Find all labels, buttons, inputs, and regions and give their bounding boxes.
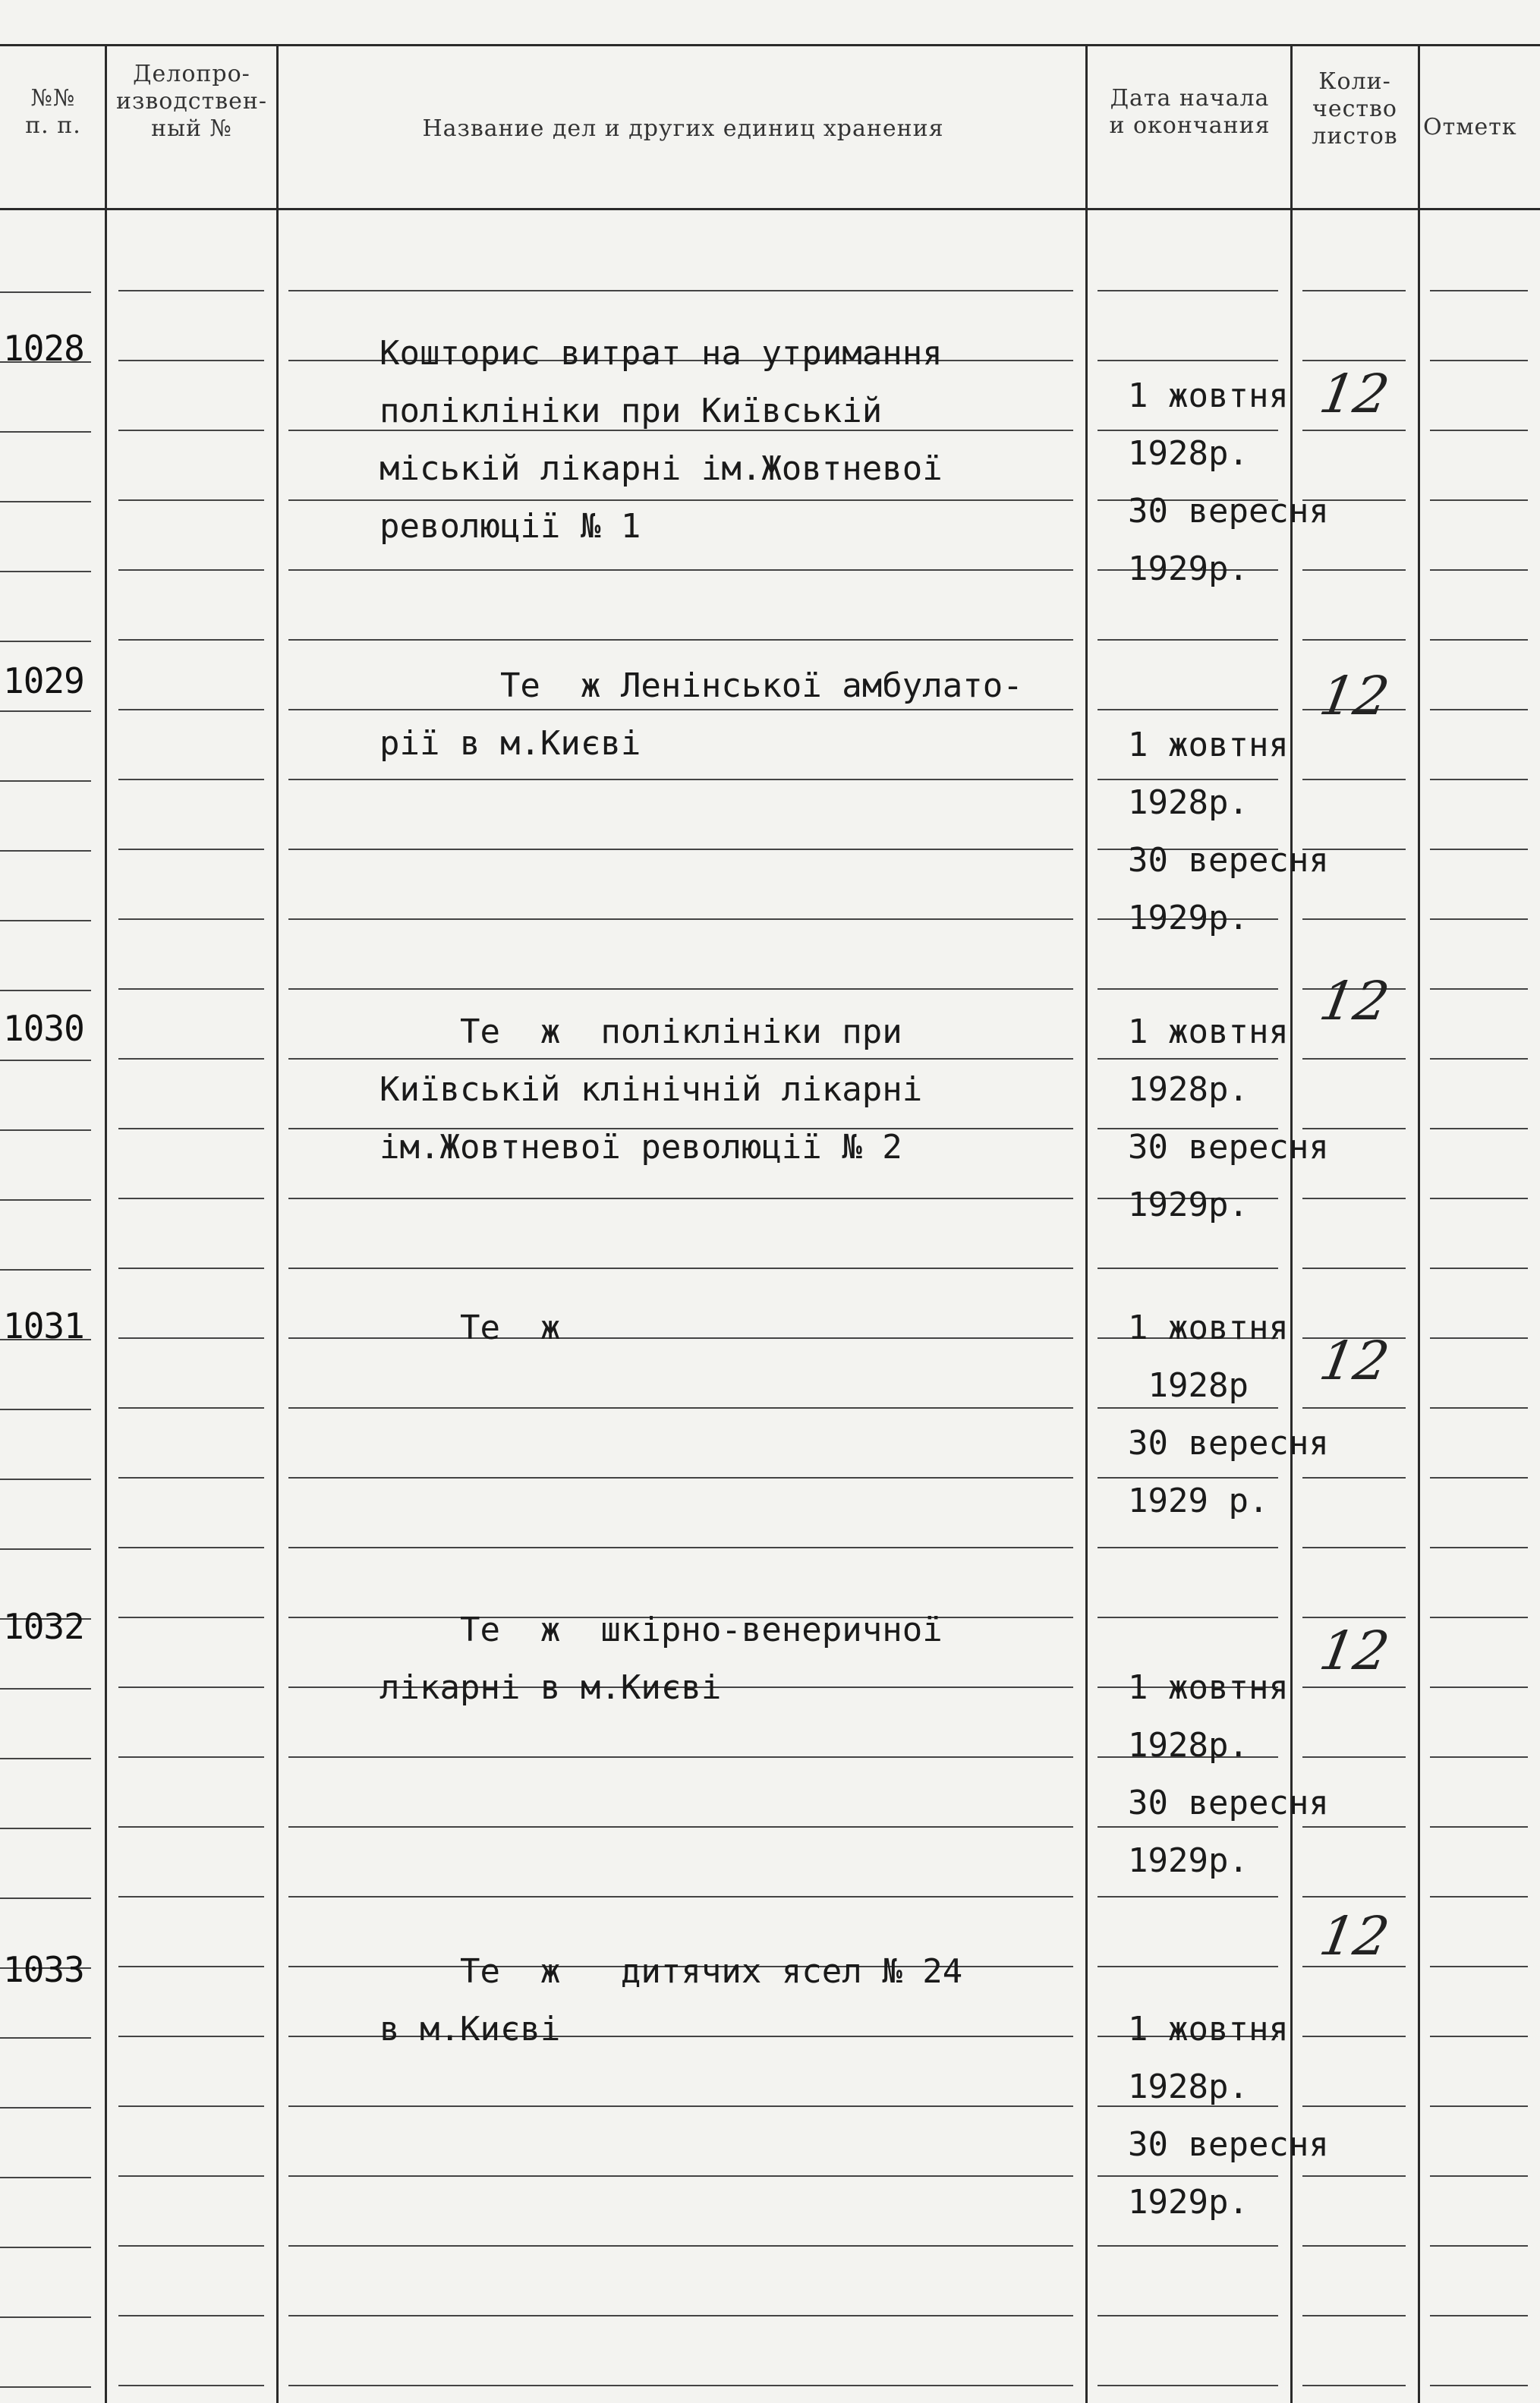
ruled-line <box>0 710 91 712</box>
ruled-line <box>0 990 91 991</box>
ruled-line <box>1098 988 1278 990</box>
ruled-line <box>1430 918 1528 920</box>
row-number: 1028 <box>3 328 84 369</box>
row-dates: 1 жовтня 1928р 30 вересня 1929 р. <box>1128 1309 1329 1520</box>
ruled-line <box>118 639 264 641</box>
ruled-line <box>1430 1198 1528 1199</box>
ruled-line <box>288 2245 1073 2247</box>
ruled-line <box>1430 1687 1528 1688</box>
ruled-line <box>1098 1896 1278 1898</box>
ruled-line <box>0 1828 91 1829</box>
ruled-line <box>0 2386 91 2388</box>
row-number: 1033 <box>3 1949 84 1990</box>
row-dates: 1 жовтня 1928р. 30 вересня 1929р. <box>1128 726 1329 937</box>
ruled-line <box>118 849 264 850</box>
header-title: Название дел и других единиц хранения <box>422 115 944 142</box>
ruled-line <box>288 2385 1073 2386</box>
ruled-line <box>0 850 91 852</box>
column-divider <box>1085 46 1088 2403</box>
ruled-line <box>118 2175 264 2177</box>
ruled-line <box>1302 360 1406 361</box>
column-divider <box>105 46 107 2403</box>
ruled-line <box>288 918 1073 920</box>
ruled-line <box>118 2036 264 2037</box>
ruled-line <box>1098 639 1278 641</box>
ruled-line <box>0 1409 91 1410</box>
ruled-line <box>118 1128 264 1129</box>
ruled-line <box>1430 1337 1528 1339</box>
column-divider <box>1418 46 1420 2403</box>
ruled-line <box>288 639 1073 641</box>
ruled-line <box>118 1198 264 1199</box>
ruled-line <box>1098 2385 1278 2386</box>
ruled-line <box>0 1898 91 1899</box>
ruled-line <box>288 1547 1073 1548</box>
row-number: 1031 <box>3 1305 84 1346</box>
row-title: Те ж поліклініки при Київській клінічній лікарні ім.Жовтневої революції № 2 <box>379 1013 923 1167</box>
row-title: Те ж дитячих ясел № 24 в м.Києві <box>379 1952 963 2049</box>
ruled-line <box>1430 849 1528 850</box>
ruled-line <box>0 1129 91 1131</box>
ruled-line <box>1430 1966 1528 1967</box>
ruled-line <box>1430 709 1528 710</box>
row-title: Те ж шкірно-венеричної лікарні в м.Києві <box>379 1611 943 1707</box>
ruled-line <box>288 290 1073 291</box>
ruled-line <box>118 1477 264 1479</box>
ruled-line <box>288 1826 1073 1828</box>
ruled-line <box>1302 639 1406 641</box>
ruled-line <box>1430 2385 1528 2386</box>
ruled-line <box>288 569 1073 571</box>
ruled-line <box>0 291 91 293</box>
ruled-line <box>1098 2245 1278 2247</box>
ruled-line <box>0 431 91 433</box>
header-no: №№ п. п. <box>25 85 81 139</box>
ruled-line <box>288 1268 1073 1269</box>
row-title: Кошторис витрат на утримання поліклініки при Київській міській лікарні ім.Жовтневої революції № 1 <box>379 334 943 546</box>
ruled-line <box>1098 1966 1278 1967</box>
ruled-line <box>0 1269 91 1271</box>
row-sheet-count: 12 <box>1315 363 1394 425</box>
ruled-line <box>0 571 91 572</box>
ruled-line <box>1430 1477 1528 1479</box>
ruled-line <box>118 2245 264 2247</box>
ruled-line <box>0 641 91 642</box>
ruled-line <box>0 2037 91 2039</box>
ruled-line <box>0 501 91 502</box>
ruled-line <box>288 779 1073 780</box>
ruled-line <box>1430 2245 1528 2247</box>
ruled-line <box>118 709 264 710</box>
ruled-line <box>1302 1268 1406 1269</box>
ruled-line <box>288 1896 1073 1898</box>
row-sheet-count: 12 <box>1315 1330 1394 1392</box>
ruled-line <box>1430 779 1528 780</box>
ruled-line <box>1430 1617 1528 1618</box>
ruled-line <box>0 2107 91 2109</box>
row-number: 1030 <box>3 1008 84 1049</box>
ruled-line <box>1430 639 1528 641</box>
ruled-line <box>1430 1826 1528 1828</box>
ruled-line <box>1098 1617 1278 1618</box>
ruled-line <box>288 1477 1073 1479</box>
ruled-line <box>1098 709 1278 710</box>
ruled-line <box>0 2247 91 2248</box>
ruled-line <box>1430 1058 1528 1060</box>
ruled-line <box>118 1407 264 1409</box>
row-number: 1029 <box>3 660 84 701</box>
ruled-line <box>118 2105 264 2107</box>
ruled-line <box>118 1896 264 1898</box>
row-title: Те ж Ленінської амбулато- рії в м.Києві <box>379 666 1023 763</box>
ruled-line <box>288 1198 1073 1199</box>
ruled-line <box>118 1617 264 1618</box>
ruled-line <box>1302 290 1406 291</box>
row-sheet-count: 12 <box>1315 1620 1394 1682</box>
row-sheet-count: 12 <box>1315 1905 1394 1967</box>
ruled-line <box>288 849 1073 850</box>
ruled-line <box>1430 988 1528 990</box>
row-dates: 1 жовтня 1928р. 30 вересня 1929р. <box>1128 1668 1329 1880</box>
row-dates: 1 жовтня 1928р. 30 вересня 1929р. <box>1128 1013 1329 1224</box>
ruled-line <box>118 1826 264 1828</box>
ruled-line <box>0 1688 91 1690</box>
ruled-line <box>118 1268 264 1269</box>
ruled-line <box>1302 2385 1406 2386</box>
ruled-line <box>0 780 91 782</box>
ruled-line <box>118 430 264 431</box>
ruled-line <box>118 1756 264 1758</box>
ruled-line <box>0 1479 91 1480</box>
row-number: 1032 <box>3 1606 84 1647</box>
ruled-line <box>0 1060 91 1061</box>
row-dates: 1 жовтня 1928р. 30 вересня 1929р. <box>1128 2010 1329 2222</box>
ruled-line <box>1430 2315 1528 2316</box>
ruled-line <box>118 569 264 571</box>
ruled-line <box>118 290 264 291</box>
ruled-line <box>118 1058 264 1060</box>
ruled-line <box>1430 1128 1528 1129</box>
ruled-line <box>1098 290 1278 291</box>
ruled-line <box>118 360 264 361</box>
header-bottom-rule <box>0 208 1540 210</box>
ruled-line <box>1430 2036 1528 2037</box>
ruled-line <box>288 2175 1073 2177</box>
ruled-line <box>1430 1896 1528 1898</box>
ruled-line <box>0 920 91 921</box>
ruled-line <box>1430 290 1528 291</box>
ruled-line <box>0 2316 91 2318</box>
column-divider <box>276 46 279 2403</box>
row-sheet-count: 12 <box>1315 665 1394 727</box>
ruled-line <box>1430 1407 1528 1409</box>
ruled-line <box>1430 1268 1528 1269</box>
ruled-line <box>1302 1896 1406 1898</box>
ruled-line <box>118 2315 264 2316</box>
ruled-line <box>1430 430 1528 431</box>
ruled-line <box>1098 360 1278 361</box>
ruled-line <box>118 499 264 501</box>
ruled-line <box>0 1199 91 1201</box>
ruled-line <box>0 1548 91 1550</box>
ruled-line <box>118 988 264 990</box>
ruled-line <box>118 2385 264 2386</box>
header-notes: Отметк <box>1423 114 1517 140</box>
ruled-line <box>1430 2105 1528 2107</box>
ruled-line <box>118 1547 264 1548</box>
ruled-line <box>288 988 1073 990</box>
ruled-line <box>118 1966 264 1967</box>
ruled-line <box>288 1407 1073 1409</box>
ruled-line <box>0 1758 91 1759</box>
ruled-line <box>1430 1547 1528 1548</box>
ruled-line <box>0 2177 91 2178</box>
row-title: Те ж <box>379 1309 561 1347</box>
ruled-line <box>1430 569 1528 571</box>
ruled-line <box>118 1687 264 1688</box>
ruled-line <box>118 779 264 780</box>
ruled-line <box>1430 499 1528 501</box>
ruled-line <box>1302 2315 1406 2316</box>
ruled-line <box>1098 2315 1278 2316</box>
ruled-line <box>288 2105 1073 2107</box>
ruled-line <box>1302 2245 1406 2247</box>
ruled-line <box>118 1337 264 1339</box>
row-dates: 1 жовтня 1928р. 30 вересня 1929р. <box>1128 376 1329 588</box>
ruled-line <box>1430 1756 1528 1758</box>
row-sheet-count: 12 <box>1315 970 1394 1032</box>
ruled-line <box>1302 1617 1406 1618</box>
ruled-line <box>118 918 264 920</box>
header-office-no: Делопро- изводствен- ный № <box>116 61 267 142</box>
ruled-line <box>1430 360 1528 361</box>
ruled-line <box>288 2315 1073 2316</box>
header-dates: Дата начала и окончания <box>1109 85 1271 139</box>
ruled-line <box>1098 1547 1278 1548</box>
header-top-rule <box>0 44 1540 46</box>
ruled-line <box>288 1756 1073 1758</box>
header-sheets: Коли- чество листов <box>1312 68 1398 150</box>
ruled-line <box>1302 1547 1406 1548</box>
ruled-line <box>1430 2175 1528 2177</box>
ruled-line <box>1098 1268 1278 1269</box>
